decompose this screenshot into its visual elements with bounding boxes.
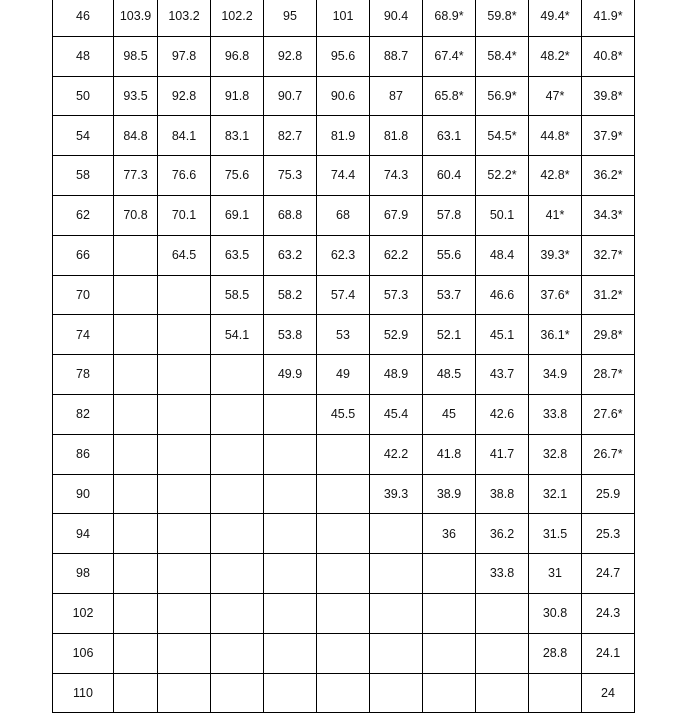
table-cell <box>211 434 264 474</box>
table-cell: 90.4 <box>370 0 423 36</box>
table-cell <box>211 554 264 594</box>
table-cell: 65.8* <box>423 76 476 116</box>
row-header-cell: 102 <box>53 593 114 633</box>
table-cell: 55.6 <box>423 235 476 275</box>
table-cell: 77.3 <box>114 156 158 196</box>
table-row <box>53 195 635 235</box>
row-header-cell: 58 <box>53 156 114 196</box>
table-cell: 52.1 <box>423 315 476 355</box>
table-cell: 54.1 <box>211 315 264 355</box>
table-cell: 74.3 <box>370 156 423 196</box>
table-row <box>53 554 635 594</box>
table-cell: 41.7 <box>476 434 529 474</box>
table-cell: 58.5 <box>211 275 264 315</box>
table-cell: 92.8 <box>158 76 211 116</box>
table-cell: 39.3 <box>370 474 423 514</box>
table-cell: 92.8 <box>264 36 317 76</box>
table-cell: 38.8 <box>476 474 529 514</box>
table-cell: 42.6 <box>476 394 529 434</box>
table-cell: 37.9* <box>582 116 635 156</box>
table-cell <box>114 554 158 594</box>
table-cell: 97.8 <box>158 36 211 76</box>
table-cell: 32.8 <box>529 434 582 474</box>
table-cell: 70.8 <box>114 195 158 235</box>
table-cell: 31.5 <box>529 514 582 554</box>
table-cell <box>370 673 423 713</box>
table-cell: 68.8 <box>264 195 317 235</box>
table-cell <box>264 434 317 474</box>
table-cell: 90.6 <box>317 76 370 116</box>
table-cell <box>114 633 158 673</box>
table-cell: 84.8 <box>114 116 158 156</box>
table-cell <box>211 474 264 514</box>
table-cell: 49.9 <box>264 355 317 395</box>
table-cell: 93.5 <box>114 76 158 116</box>
table-cell: 40.8* <box>582 36 635 76</box>
table-cell: 59.8* <box>476 0 529 36</box>
table-cell <box>211 394 264 434</box>
row-header-cell: 90 <box>53 474 114 514</box>
table-cell: 24.7 <box>582 554 635 594</box>
table-cell: 57.4 <box>317 275 370 315</box>
table-cell <box>158 633 211 673</box>
table-cell: 32.7* <box>582 235 635 275</box>
table-cell <box>476 593 529 633</box>
table-cell: 50.1 <box>476 195 529 235</box>
table-cell: 44.8* <box>529 116 582 156</box>
table-cell: 45.1 <box>476 315 529 355</box>
table-cell: 48.2* <box>529 36 582 76</box>
table-cell <box>317 593 370 633</box>
table-cell: 41.8 <box>423 434 476 474</box>
row-header-cell: 106 <box>53 633 114 673</box>
table-cell <box>264 394 317 434</box>
table-cell: 24 <box>582 673 635 713</box>
row-header-cell: 62 <box>53 195 114 235</box>
table-cell: 27.6* <box>582 394 635 434</box>
table-cell: 42.8* <box>529 156 582 196</box>
table-cell <box>264 514 317 554</box>
table-cell: 26.7* <box>582 434 635 474</box>
table-cell: 33.8 <box>529 394 582 434</box>
table-cell <box>158 554 211 594</box>
table-cell <box>476 633 529 673</box>
table-cell: 45.5 <box>317 394 370 434</box>
table-cell: 60.4 <box>423 156 476 196</box>
table-cell <box>114 673 158 713</box>
row-header-cell: 98 <box>53 554 114 594</box>
table-cell <box>211 593 264 633</box>
table-cell: 62.2 <box>370 235 423 275</box>
table-cell: 103.2 <box>158 0 211 36</box>
table-cell: 47* <box>529 76 582 116</box>
table-cell: 90.7 <box>264 76 317 116</box>
table-cell <box>158 394 211 434</box>
table-cell: 70.1 <box>158 195 211 235</box>
table-cell <box>317 673 370 713</box>
table-cell: 88.7 <box>370 36 423 76</box>
table-cell <box>370 554 423 594</box>
table-row <box>53 36 635 76</box>
table-cell: 69.1 <box>211 195 264 235</box>
table-cell: 39.3* <box>529 235 582 275</box>
table-cell <box>317 554 370 594</box>
table-cell: 102.2 <box>211 0 264 36</box>
table-cell <box>158 275 211 315</box>
table-container <box>52 0 635 713</box>
table-cell: 49 <box>317 355 370 395</box>
table-cell: 54.5* <box>476 116 529 156</box>
row-header-cell: 54 <box>53 116 114 156</box>
table-row <box>53 0 635 36</box>
table-cell <box>317 514 370 554</box>
table-cell: 57.8 <box>423 195 476 235</box>
table-cell <box>317 633 370 673</box>
table-cell: 53.7 <box>423 275 476 315</box>
table-cell <box>158 434 211 474</box>
table-cell: 34.9 <box>529 355 582 395</box>
table-cell: 25.9 <box>582 474 635 514</box>
table-cell: 62.3 <box>317 235 370 275</box>
table-cell: 31 <box>529 554 582 594</box>
table-row <box>53 116 635 156</box>
table-cell <box>264 593 317 633</box>
table-cell: 52.2* <box>476 156 529 196</box>
table-cell: 36.2* <box>582 156 635 196</box>
table-row <box>53 593 635 633</box>
table-row <box>53 275 635 315</box>
table-cell: 38.9 <box>423 474 476 514</box>
row-header-cell: 78 <box>53 355 114 395</box>
data-table <box>52 0 635 713</box>
table-cell <box>114 394 158 434</box>
table-cell <box>158 514 211 554</box>
table-cell: 48.5 <box>423 355 476 395</box>
table-cell: 67.4* <box>423 36 476 76</box>
row-header-cell: 86 <box>53 434 114 474</box>
row-header-cell: 74 <box>53 315 114 355</box>
table-cell: 36.1* <box>529 315 582 355</box>
table-cell: 36 <box>423 514 476 554</box>
table-cell: 30.8 <box>529 593 582 633</box>
table-row <box>53 633 635 673</box>
table-cell: 48.9 <box>370 355 423 395</box>
table-cell: 32.1 <box>529 474 582 514</box>
table-cell: 57.3 <box>370 275 423 315</box>
table-cell: 48.4 <box>476 235 529 275</box>
table-cell <box>264 554 317 594</box>
table-body <box>53 0 635 713</box>
table-row <box>53 235 635 275</box>
table-cell: 29.8* <box>582 315 635 355</box>
table-cell <box>158 355 211 395</box>
table-cell: 45 <box>423 394 476 434</box>
table-cell <box>264 633 317 673</box>
table-cell: 34.3* <box>582 195 635 235</box>
table-cell: 101 <box>317 0 370 36</box>
table-cell: 68 <box>317 195 370 235</box>
table-cell <box>264 474 317 514</box>
row-header-cell: 94 <box>53 514 114 554</box>
table-row <box>53 434 635 474</box>
table-row <box>53 394 635 434</box>
table-cell: 83.1 <box>211 116 264 156</box>
table-cell: 53 <box>317 315 370 355</box>
row-header-cell: 66 <box>53 235 114 275</box>
table-cell <box>211 633 264 673</box>
table-cell: 52.9 <box>370 315 423 355</box>
table-cell: 49.4* <box>529 0 582 36</box>
table-cell <box>114 315 158 355</box>
table-cell: 63.1 <box>423 116 476 156</box>
table-cell <box>211 673 264 713</box>
row-header-cell: 46 <box>53 0 114 36</box>
table-cell <box>158 673 211 713</box>
table-cell: 31.2* <box>582 275 635 315</box>
table-cell <box>211 355 264 395</box>
table-cell: 24.3 <box>582 593 635 633</box>
table-cell: 58.2 <box>264 275 317 315</box>
table-cell <box>114 474 158 514</box>
table-cell: 95.6 <box>317 36 370 76</box>
table-cell <box>114 275 158 315</box>
table-cell: 74.4 <box>317 156 370 196</box>
table-cell: 67.9 <box>370 195 423 235</box>
table-cell: 42.2 <box>370 434 423 474</box>
table-cell: 28.8 <box>529 633 582 673</box>
table-cell: 45.4 <box>370 394 423 434</box>
table-cell <box>158 593 211 633</box>
table-cell: 75.3 <box>264 156 317 196</box>
table-cell <box>114 235 158 275</box>
table-cell <box>211 514 264 554</box>
table-row <box>53 474 635 514</box>
table-cell <box>423 554 476 594</box>
table-cell <box>317 474 370 514</box>
table-row <box>53 156 635 196</box>
table-cell: 33.8 <box>476 554 529 594</box>
table-cell: 41* <box>529 195 582 235</box>
table-cell: 91.8 <box>211 76 264 116</box>
table-cell <box>370 593 423 633</box>
table-cell <box>317 434 370 474</box>
table-cell <box>529 673 582 713</box>
table-cell <box>158 474 211 514</box>
row-header-cell: 48 <box>53 36 114 76</box>
table-cell: 43.7 <box>476 355 529 395</box>
table-row <box>53 315 635 355</box>
table-row <box>53 355 635 395</box>
table-cell <box>114 355 158 395</box>
table-cell <box>476 673 529 713</box>
table-row <box>53 514 635 554</box>
table-row <box>53 673 635 713</box>
row-header-cell: 70 <box>53 275 114 315</box>
table-cell: 36.2 <box>476 514 529 554</box>
table-cell <box>423 673 476 713</box>
row-header-cell: 110 <box>53 673 114 713</box>
table-cell: 98.5 <box>114 36 158 76</box>
table-cell: 82.7 <box>264 116 317 156</box>
table-cell: 25.3 <box>582 514 635 554</box>
row-header-cell: 82 <box>53 394 114 434</box>
table-cell: 41.9* <box>582 0 635 36</box>
table-cell <box>114 593 158 633</box>
table-cell: 84.1 <box>158 116 211 156</box>
table-cell <box>114 434 158 474</box>
table-cell: 103.9 <box>114 0 158 36</box>
table-cell <box>158 315 211 355</box>
table-cell: 95 <box>264 0 317 36</box>
table-cell <box>370 514 423 554</box>
table-cell: 76.6 <box>158 156 211 196</box>
table-cell: 87 <box>370 76 423 116</box>
table-cell: 81.8 <box>370 116 423 156</box>
table-cell: 63.2 <box>264 235 317 275</box>
table-cell: 56.9* <box>476 76 529 116</box>
table-cell <box>264 673 317 713</box>
table-cell <box>423 593 476 633</box>
table-cell: 64.5 <box>158 235 211 275</box>
table-cell: 81.9 <box>317 116 370 156</box>
table-cell: 58.4* <box>476 36 529 76</box>
table-row <box>53 76 635 116</box>
table-cell: 24.1 <box>582 633 635 673</box>
table-cell: 75.6 <box>211 156 264 196</box>
table-cell: 46.6 <box>476 275 529 315</box>
table-cell: 37.6* <box>529 275 582 315</box>
table-cell <box>423 633 476 673</box>
table-cell: 39.8* <box>582 76 635 116</box>
table-cell: 28.7* <box>582 355 635 395</box>
table-cell <box>370 633 423 673</box>
table-cell <box>114 514 158 554</box>
table-cell: 68.9* <box>423 0 476 36</box>
table-cell: 53.8 <box>264 315 317 355</box>
row-header-cell: 50 <box>53 76 114 116</box>
table-cell: 96.8 <box>211 36 264 76</box>
table-cell: 63.5 <box>211 235 264 275</box>
